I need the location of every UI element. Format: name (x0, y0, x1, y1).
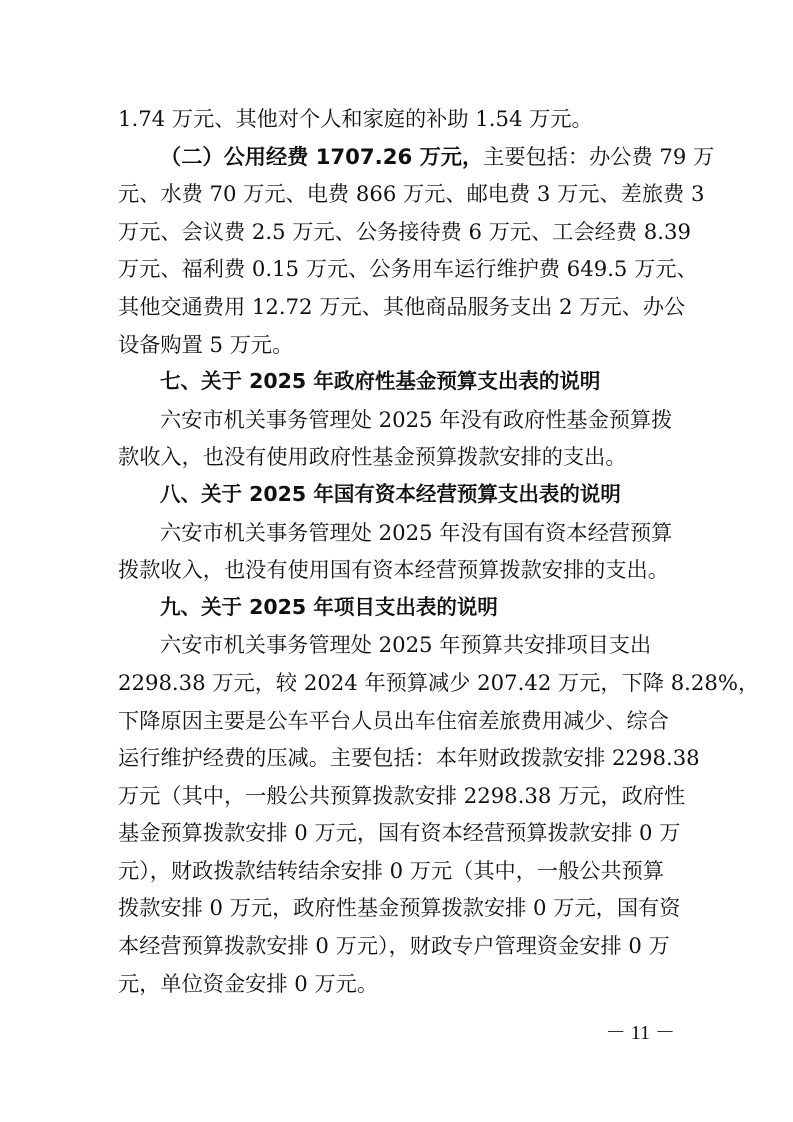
text-line (118, 739, 700, 777)
bold-text-segment: （二）公用经费 1707.26 万元， (160, 143, 484, 169)
text-segment: 六安市机关事务管理处 2025 年预算共安排项目支出 (160, 632, 652, 658)
text-segment: 款收入，也没有使用政府性基金预算拨款安排的支出。 (118, 444, 627, 470)
text-line (118, 514, 678, 552)
text-line (118, 100, 678, 138)
text-line (118, 777, 686, 815)
text-segment: 六安市机关事务管理处 2025 年没有国有资本经营预算 (160, 519, 673, 545)
text-line (118, 889, 681, 927)
text-segment: 拨款安排 0 万元，政府性基金预算拨款安排 0 万元，国有资 (118, 895, 681, 921)
text-segment: 万元、福利费 0.15 万元、公务用车运行维护费 649.5 万元、 (118, 256, 698, 282)
text-segment: 1.74 万元、其他对个人和家庭的补助 1.54 万元。 (118, 106, 593, 131)
text-segment: 万元（其中，一般公共预算拨款安排 2298.38 万元，政府性 (118, 782, 686, 808)
text-line (118, 250, 698, 288)
text-line (118, 927, 678, 965)
text-segment: 元、水费 70 万元、电费 866 万元、邮电费 3 万元、差旅费 3 (118, 181, 705, 207)
text-line (118, 401, 678, 439)
page-number: － 11 － (605, 1022, 675, 1044)
text-segment: 运行维护经费的压减。主要包括：本年财政拨款安排 2298.38 (118, 745, 700, 771)
text-segment: 七、关于 2025 年政府性基金预算支出表的说明 (160, 369, 601, 394)
text-line (118, 814, 681, 852)
text-segment: 设备购置 5 万元。 (118, 331, 294, 357)
text-line (118, 175, 705, 213)
text-line (118, 326, 678, 364)
section-heading (118, 363, 678, 401)
section-heading (118, 476, 678, 514)
text-segment: 元，单位资金安排 0 万元。 (118, 970, 379, 996)
text-line (118, 965, 678, 1003)
text-segment: 本经营预算拨款安排 0 万元），财政专户管理资金安排 0 万 (118, 933, 670, 959)
text-segment: 万元、会议费 2.5 万元、公务接待费 6 万元、工会经费 8.39 (118, 218, 691, 244)
section-heading (118, 589, 678, 627)
text-segment: 八、关于 2025 年国有资本经营预算支出表的说明 (160, 481, 621, 506)
text-line (118, 702, 678, 740)
text-line (118, 551, 678, 589)
text-segment: 基金预算拨款安排 0 万元，国有资本经营预算拨款安排 0 万 (118, 820, 681, 846)
text-line (118, 664, 760, 702)
text-segment: 其他交通费用 12.72 万元、其他商品服务支出 2 万元、办公 (118, 293, 686, 319)
text-segment: 下降原因主要是公车平台人员出车住宿差旅费用减少、综合 (118, 707, 669, 733)
text-segment: 元），财政拨款结转结余安排 0 万元（其中，一般公共预算 (118, 857, 665, 883)
text-segment: 主要包括：办公费 79 万 (483, 143, 715, 169)
text-line (118, 438, 678, 476)
text-segment: 拨款收入，也没有使用国有资本经营预算拨款安排的支出。 (118, 557, 669, 583)
text-segment: 2298.38 万元，较 2024 年预算减少 207.42 万元，下降 8.28%， (118, 669, 760, 695)
text-line (118, 626, 678, 664)
body-text (118, 100, 760, 1002)
text-segment: 九、关于 2025 年项目支出表的说明 (160, 594, 498, 619)
text-line (118, 852, 678, 890)
text-line (118, 288, 686, 326)
text-line (118, 213, 691, 251)
text-segment: 六安市机关事务管理处 2025 年没有政府性基金预算拨 (160, 406, 673, 432)
text-line (118, 138, 715, 176)
